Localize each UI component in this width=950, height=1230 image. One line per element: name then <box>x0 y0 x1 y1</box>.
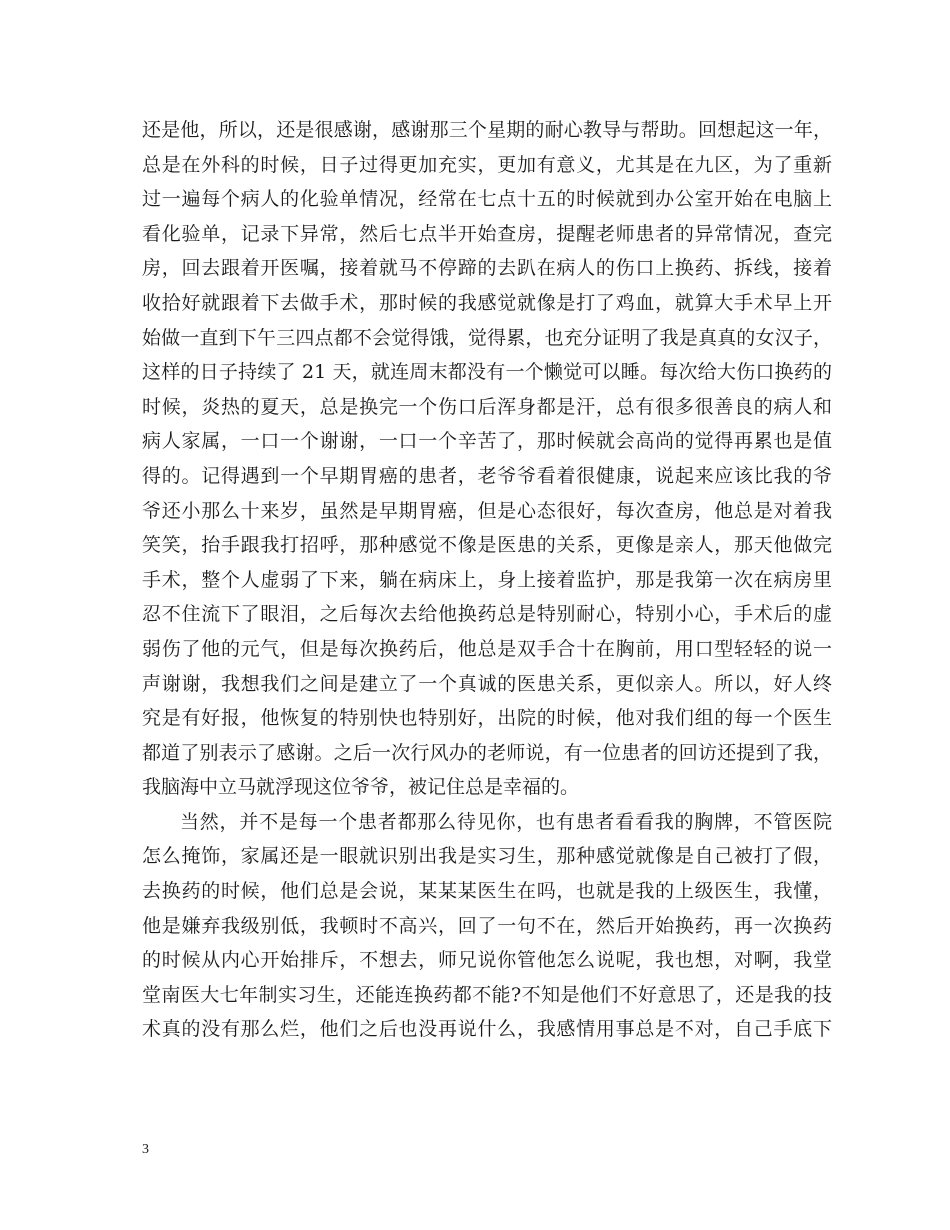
text-line: 忍不住流下了眼泪，之后每次去给他换药总是特别耐心，特别小心，手术后的虚 <box>142 603 832 626</box>
text-line: 病人家属，一口一个谢谢，一口一个辛苦了，那时候就会高尚的觉得再累也是值 <box>142 430 832 453</box>
text-line: 收拾好就跟着下去做手术，那时候的我感觉就像是打了鸡血，就算大手术早上开 <box>142 291 832 314</box>
text-line: 看化验单，记录下异常，然后七点半开始查房，提醒老师患者的异常情况，查完 <box>142 222 832 245</box>
text-line: 笑笑，抬手跟我打招呼，那种感觉不像是医患的关系，更像是亲人，那天他做完 <box>142 534 832 557</box>
text-line: 时候，炎热的夏天，总是换完一个伤口后浑身都是汗，总有很多很善良的病人和 <box>142 395 832 418</box>
text-line: 声谢谢，我想我们之间是建立了一个真诚的医患关系，更似亲人。所以，好人终 <box>142 672 832 695</box>
text-line: 总是在外科的时候，日子过得更加充实，更加有意义，尤其是在九区，为了重新 <box>142 153 832 176</box>
body-text <box>142 113 832 1047</box>
text-line: 堂南医大七年制实习生，还能连换药都不能?不知是他们不好意思了，还是我的技 <box>142 983 832 1006</box>
text-line: 手术，整个人虚弱了下来，躺在病床上，身上接着监护，那是我第一次在病房里 <box>142 568 832 591</box>
text-line: 我脑海中立马就浮现这位爷爷，被记住总是幸福的。 <box>142 776 580 799</box>
text-line: 房，回去跟着开医嘱，接着就马不停蹄的去趴在病人的伤口上换药、拆线，接着 <box>142 257 832 280</box>
paragraph-1 <box>142 113 832 805</box>
text-line: 都道了别表示了感谢。之后一次行风办的老师说，有一位患者的回访还提到了我， <box>142 741 832 764</box>
text-line: 始做一直到下午三四点都不会觉得饿，觉得累，也充分证明了我是真真的女汉子， <box>142 326 832 349</box>
text-line: 他是嫌弃我级别低，我顿时不高兴，回了一句不在，然后开始换药，再一次换药 <box>142 914 832 937</box>
text-line: 的时候从内心开始排斥，不想去，师兄说你管他怎么说呢，我也想，对啊，我堂 <box>142 949 832 972</box>
text-line: 这样的日子持续了 21 天，就连周末都没有一个懒觉可以睡。每次给大伤口换药的 <box>142 361 832 384</box>
text-line: 怎么掩饰，家属还是一眼就识别出我是实习生，那种感觉就像是自己被打了假， <box>142 845 832 868</box>
paragraph-2 <box>142 805 832 1047</box>
text-line: 去换药的时候，他们总是会说，某某某医生在吗，也就是我的上级医生，我懂， <box>142 880 832 903</box>
text-line: 过一遍每个病人的化验单情况，经常在七点十五的时候就到办公室开始在电脑上 <box>142 188 832 211</box>
text-line: 还是他，所以，还是很感谢，感谢那三个星期的耐心教导与帮助。回想起这一年， <box>142 119 832 141</box>
text-line: 得的。记得遇到一个早期胃癌的患者，老爷爷看着很健康，说起来应该比我的爷 <box>142 464 832 487</box>
text-line: 究是有好报，他恢复的特别快也特别好，出院的时候，他对我们组的每一个医生 <box>142 707 832 730</box>
text-line: 当然，并不是每一个患者都那么待见你，也有患者看看我的胸牌，不管医院 <box>180 810 832 833</box>
text-line: 爷还小那么十来岁，虽然是早期胃癌，但是心态很好，每次查房，他总是对着我 <box>142 499 832 522</box>
text-line: 术真的没有那么烂，他们之后也没再说什么，我感情用事总是不对，自己手底下 <box>142 1018 832 1041</box>
page-number: 3 <box>142 1142 149 1157</box>
text-line: 弱伤了他的元气，但是每次换药后，他总是双手合十在胸前，用口型轻轻的说一 <box>142 637 832 660</box>
